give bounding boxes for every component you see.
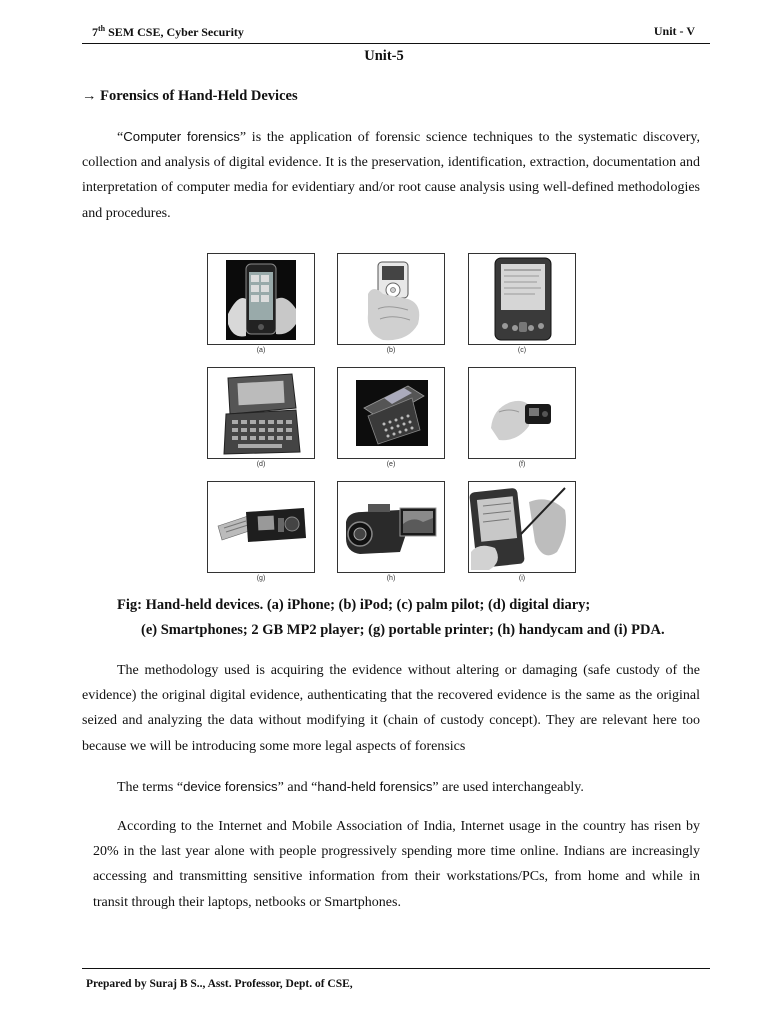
paragraph-terms (82, 774, 700, 800)
footer-divider (82, 968, 710, 969)
header-divider (82, 43, 710, 44)
term-hand-held-forensics: hand-held forensics (317, 779, 433, 794)
terms-lead: The terms “ (117, 780, 184, 795)
digital-diary-image (207, 367, 315, 459)
panel-label-d: (d) (256, 461, 266, 468)
palm-pilot-image (468, 253, 576, 345)
portable-printer-image (207, 481, 315, 573)
open-quote: “ (117, 130, 124, 145)
panel-label-e: (e) (386, 461, 396, 468)
header-sem-suffix: th (98, 24, 106, 33)
paragraph-internet-usage (93, 814, 700, 915)
section-heading: → Forensics of Hand-Held Devices (82, 88, 298, 104)
paragraph-internet-usage-text: According to the Internet and Mobile Association of India, Internet usage in the country has risen by 20% in the last year alone with people progressively spending more time online. Indians are increasingly accessing and transmitting sensitive information from their workstations/PCs, from home and while in transit through their laptops, netbooks or Smartphones. (93, 819, 700, 910)
header-unit: Unit - V (653, 24, 695, 38)
ipod-image (337, 253, 445, 345)
panel-label-b: (b) (386, 347, 396, 354)
figure-caption-line1: Fig: Hand-held devices. (a) iPhone; (b) iPod; (c) palm pilot; (d) digital diary; (117, 597, 591, 613)
header-sem-number: 7 (92, 25, 98, 39)
figure-caption-line2: (e) Smartphones; 2 GB MP2 player; (g) portable printer; (h) handycam and (i) PDA. (141, 622, 665, 638)
paragraph-methodology: The methodology used is acquiring the evidence without altering or damaging (safe custody of the evidence) the original digital evidence, authenticating that the recovered evidence is the same as the original seized and analyzing the data without modifying it (chain of custody concept). They are relevant here too because we will be introducing some more legal aspects of forensics (82, 663, 700, 754)
panel-label-a: (a) (256, 347, 266, 354)
terms-tail: ” are used interchangeably. (432, 780, 584, 795)
page-title: Unit-5 (364, 48, 404, 64)
header-course-text: SEM CSE, Cyber Security (105, 25, 244, 39)
term-device-forensics: device forensics (183, 779, 278, 794)
header-course (92, 24, 244, 40)
smartphone-image (337, 367, 445, 459)
panel-label-c: (c) (517, 347, 527, 354)
panel-label-i: (i) (518, 575, 526, 582)
mp3-player-image (468, 367, 576, 459)
pda-image (468, 481, 576, 573)
terms-mid: ” and “ (277, 780, 318, 795)
term-computer-forensics: Computer forensics (123, 129, 240, 144)
paragraph-intro-text: ” is the application of forensic science techniques to the systematic discovery, collection and analysis of digital evidence. It is the preservation, identification, extraction, documentation and interpretation of computer media for evidentiary and/or root cause analysis using well-defined methodologies and procedures. (82, 130, 700, 221)
panel-label-g: (g) (256, 575, 266, 582)
paragraph-intro (82, 124, 700, 226)
iphone-image (207, 253, 315, 345)
panel-label-f: (f) (518, 461, 526, 468)
handycam-image (337, 481, 445, 573)
footer-credit: Prepared by Suraj B S.., Asst. Professor, Dept. of CSE, (86, 978, 353, 990)
panel-label-h: (h) (386, 575, 396, 582)
